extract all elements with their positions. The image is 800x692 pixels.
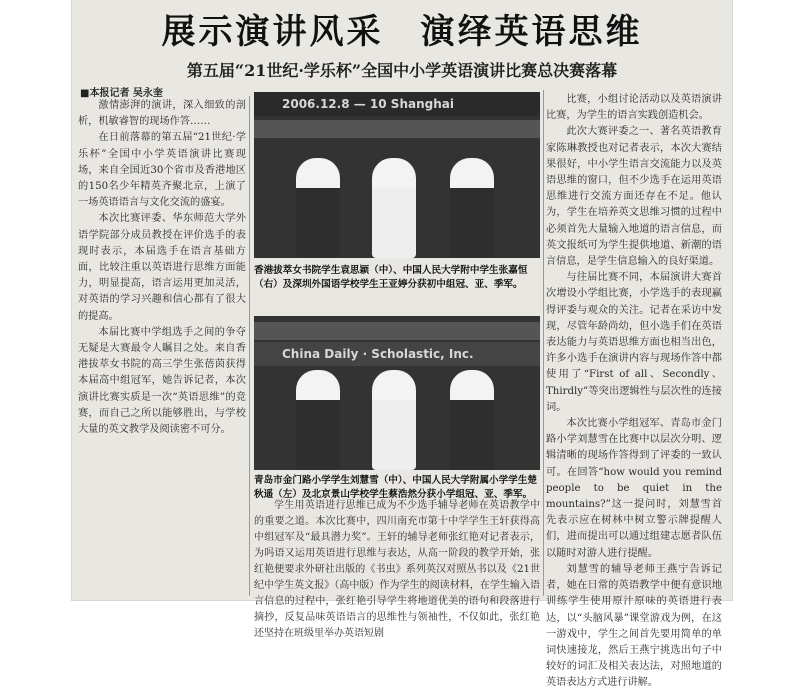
column-divider [249,96,250,596]
award-photo-top [254,92,540,258]
photo-banner: 2006.12.8 — 10 Shanghai [254,92,540,116]
paragraph: 学生用英语进行思维已成为不少选手辅导老师在英语教学中的重要之道。本次比赛中，四川南充市第十中学学生王轩获得高中组冠军及“最具潜力奖”。王轩的辅导老师张红艳对记者表示，为吗语又运用英语进行思维与表达，从高一阶段的教学开始，张红艳便要求外研社出版的《书虫》系列英汉对照丛书以及《21世纪中学生英文报》（高中版）作为学生的阅读材料，在学生输入语言信息的过程中，张红艳引导学生将地道优美的语句和段落进行摘抄，反复品味英语语言的思维性与领袖性，不仅如此，张红艳还坚持在班级里举办英语短剧 [254,500,540,639]
photo-banner: China Daily · Scholastic, Inc. [254,342,540,366]
student-figure [372,158,416,258]
photo-backdrop [254,322,540,340]
paragraph: 此次大赛评委之一、著名英语教育家陈琳教授也对记者表示，本次大赛结果很好，中小学生语言交流能力以及英语思维的窗口，但不少选手在运用英语思维进行交流方面还存在不足。他认为，学生在培养英文思维习惯的过程中必须首先大量输入地道的语言信息，而英文报纸可为学生提供地道、新潮的语言信息，是学生信息输入的良好渠道。 [546,126,722,268]
photo-backdrop [254,120,540,138]
paragraph: 本次比赛小学组冠军、青岛市金门路小学刘慧雪在比赛中以层次分明、逻辑清晰的现场作答得到了评委的一致认可。在回答“how would you remind people to be quiet in the mountains?”这一提问时，刘慧雪首先表示应在树林中树立警示牌提醒人们，进而提出可以通过组建志愿者队伍以随时对游人进行提醒。 [546,418,722,559]
photo-caption: 青岛市金门路小学学生刘慧雪（中）、中国人民大学附属小学学生楚秋遥（左）及北京景山学校学生蔡浩然分获小学组冠、亚、季军。 [254,475,538,500]
paragraph: 本次比赛评委、华东师范大学外语学院部分成员教授在评价选手的表现时表示，本届选手在语言基础方面，比较注重以英语进行思维方面能力，明显提高，语言运用更加灵活，对英语的学习兴趣和信心都有了很大的提高。 [78,213,246,322]
student-figure [296,370,340,470]
student-figure [450,370,494,470]
center-bottom-column [254,498,540,639]
paragraph: 在日前落幕的第五届“21世纪·学乐杯”全国中小学英语演讲比赛现场，来自全国近30个省市及香港地区的150名少年精英齐聚北京，上演了一场英语语言与文化交流的盛宴。 [78,132,246,209]
newspaper-page [72,0,732,689]
paragraph: 刘慧雪的辅导老师王燕宁告诉记者，她在日常的英语教学中便有意识地训练学生使用原汁原味的英语进行表达，以“头脑风暴”课堂游戏为例，在这一游戏中，学生之间首先要用简单的单词快速接龙，然后王燕宁挑选出句子中较好的词汇及相关表达法，对照地道的英语表达方式进行讲解。 [546,563,722,689]
student-figure [450,158,494,258]
article-headline: 展示演讲风采 演绎英语思维 [161,12,643,52]
article-subhead: 第五届“21世纪·学乐杯”全国中小学英语演讲比赛总决赛落幕 [186,61,618,80]
paragraph: 激情澎湃的演讲，深入细致的剖析，机敏睿智的现场作答…… [78,100,246,128]
right-column [546,92,722,689]
award-photo-bottom [254,316,540,470]
column-divider [543,90,544,596]
left-column [78,98,246,594]
paragraph: 本届比赛中学组选手之间的争夺无疑是大赛最令人瞩目之处。来自香港拔萃女书院的高三学生张蓓茵获得本届高中组冠军，她告诉记者，本次演讲比赛实质是一次“英语思维”的竞赛，而自己之所以能够胜出，与学校大量的英文教学及阅读密不可分。 [78,326,246,436]
photo-caption: 香港拔萃女书院学生袁思颖（中）、中国人民大学附中学生张嘉恒（右）及深圳外国语学校学生王亚婷分获初中组冠、亚、季军。 [254,265,528,290]
student-figure [296,158,340,258]
article-byline: ■本报记者 吴永奎 [80,88,163,99]
paragraph: 与往届比赛不同，本届演讲大赛首次增设小学组比赛，小学选手的表现赢得评委与观众的关注。记者在采访中发现，尽管年龄尚幼，但小选手们在英语表达能力与英语思维方面也相当出色，许多小选手在演讲内容与现场作答中都使用了“First of all、Secondly、Thirdly”等突出逻辑性与层次性的连接词。 [546,272,722,413]
student-figure [372,370,416,470]
paragraph: 比赛，小组讨论活动以及英语演讲比赛，为学生的语言实践创造机会。 [546,94,722,122]
